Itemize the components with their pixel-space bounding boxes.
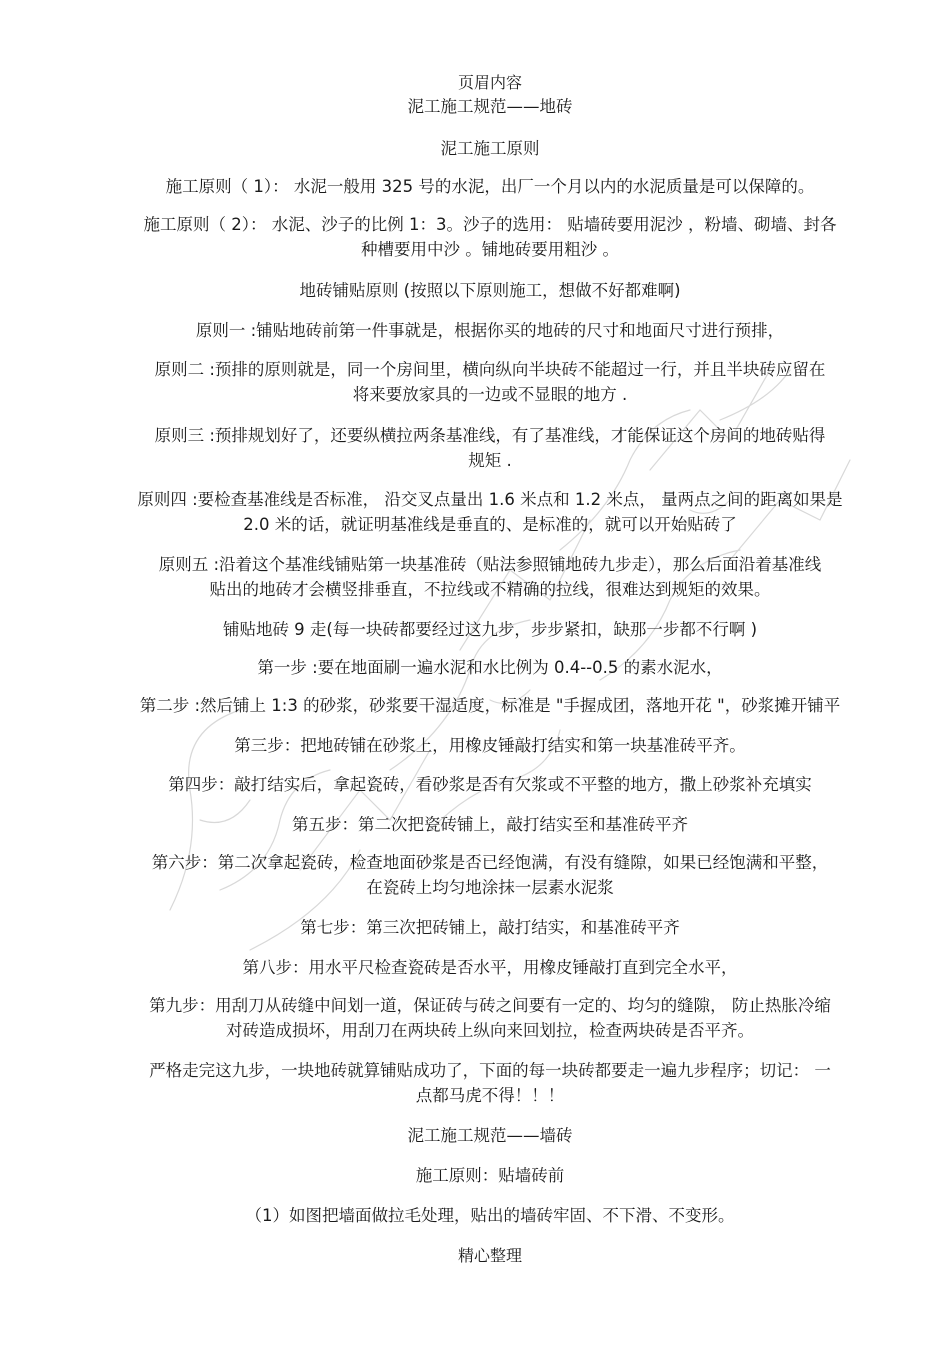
- section-title: 泥工施工规范——墙砖: [407, 1126, 573, 1145]
- text-line: 第三步：把地砖铺在砂浆上，用橡皮锤敲打结实和第一块基准砖平齐。: [234, 736, 746, 755]
- text-line: 第四步：敲打结实后，拿起瓷砖，看砂浆是否有欠浆或不平整的地方，撒上砂浆补充填实: [168, 775, 812, 794]
- text-line: 点都马虎不得！！！: [415, 1086, 565, 1105]
- text-line: 第七步：第三次把砖铺上，敲打结实，和基准砖平齐: [300, 918, 680, 937]
- text-line: （1）如图把墙面做拉毛处理，贴出的墙砖牢固、不下滑、不变形。: [245, 1206, 735, 1225]
- text-line: 第一步 :要在地面刷一遍水泥和水比例为 0.4--0.5 的素水泥水，: [257, 658, 723, 677]
- text-line: 第九步：用刮刀从砖缝中间划一道，保证砖与砖之间要有一定的、均匀的缝隙， 防止热胀冷缩: [149, 996, 831, 1015]
- text-line: 严格走完这九步，一块地砖就算铺贴成功了，下面的每一块砖都要走一遍九步程序；切记： 一: [149, 1061, 831, 1080]
- text-line: 施工原则：贴墙砖前: [415, 1166, 565, 1185]
- text-line: 原则一 :铺贴地砖前第一件事就是，根据你买的地砖的尺寸和地面尺寸进行预排，: [195, 321, 785, 340]
- text-line: 铺贴地砖 9 走(每一块砖都要经过这九步，步步紧扣，缺那一步都不行啊 ): [222, 620, 758, 639]
- text-line: 施工原则（ 1）： 水泥一般用 325 号的水泥，出厂一个月以内的水泥质量是可以保障的。: [165, 177, 815, 196]
- text-line: 贴出的地砖才会横竖排垂直，不拉线或不精确的拉线，很难达到规矩的效果。: [209, 580, 771, 599]
- text-line: 2.0 米的话，就证明基准线是垂直的、是标准的，就可以开始贴砖了: [243, 515, 737, 534]
- text-line: 泥工施工原则: [440, 139, 540, 158]
- text-line: 第六步：第二次拿起瓷砖，检查地面砂浆是否已经饱满，有没有缝隙，如果已经饱满和平整，: [151, 853, 829, 872]
- page-footer: 精心整理: [457, 1246, 522, 1265]
- text-line: 原则五 :沿着这个基准线铺贴第一块基准砖（贴法参照铺地砖九步走），那么后面沿着基准线: [158, 555, 822, 574]
- text-line: 规矩 .: [468, 451, 512, 470]
- text-line: 将来要放家具的一边或不显眼的地方 .: [352, 385, 628, 404]
- page-header: 页眉内容: [457, 73, 522, 92]
- text-line: 原则四 :要检查基准线是否标准， 沿交叉点量出 1.6 米点和 1.2 米点， 量两点之间的距离如果是: [137, 490, 843, 509]
- text-line: 原则三 :预排规划好了，还要纵横拉两条基准线，有了基准线，才能保证这个房间的地砖贴得: [154, 426, 826, 445]
- text-line: 原则二 :预排的原则就是，同一个房间里，横向纵向半块砖不能超过一行，并且半块砖应留在: [154, 360, 826, 379]
- text-line: 对砖造成损坏，用刮刀在两块砖上纵向来回划拉，检查两块砖是否平齐。: [226, 1021, 754, 1040]
- text-line: 地砖铺贴原则 (按照以下原则施工，想做不好都难啊): [299, 281, 681, 300]
- text-line: 第五步：第二次把瓷砖铺上，敲打结实至和基准砖平齐: [292, 815, 688, 834]
- text-line: 施工原则（ 2）： 水泥、沙子的比例 1：3。沙子的选用： 贴墙砖要用泥沙 ，粉墙、砌墙、封各: [143, 215, 837, 234]
- text-line: 第八步：用水平尺检查瓷砖是否水平，用橡皮锤敲打直到完全水平，: [242, 958, 738, 977]
- document-title: 泥工施工规范——地砖: [407, 97, 573, 116]
- text-line: 第二步 :然后铺上 1:3 的砂浆，砂浆要干湿适度，标准是 "手握成团，落地开花 "，砂浆摊开铺平: [139, 696, 841, 715]
- text-line: 种槽要用中沙 。铺地砖要用粗沙 。: [361, 240, 619, 259]
- text-line: 在瓷砖上均匀地涂抹一层素水泥浆: [366, 878, 614, 897]
